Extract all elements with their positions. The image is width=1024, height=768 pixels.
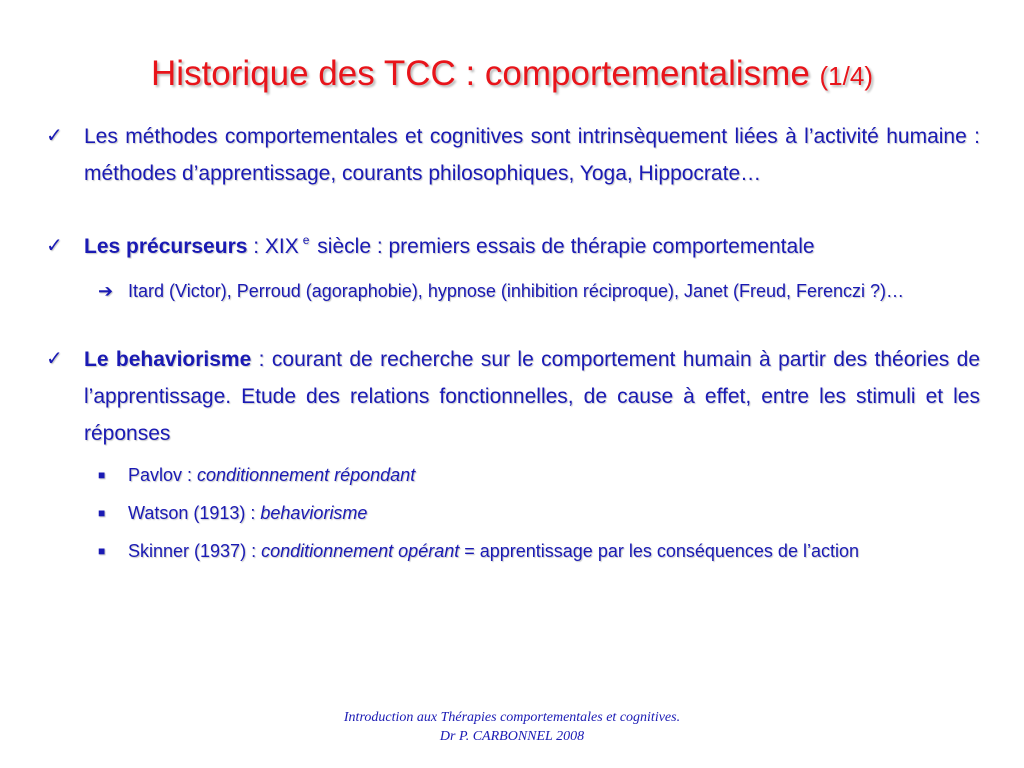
sub-bullet-term: conditionnement répondant bbox=[197, 465, 416, 485]
bullet-text: : XIX bbox=[247, 235, 299, 258]
sub-bullet-term: conditionnement opérant bbox=[261, 541, 460, 561]
superscript-e: e bbox=[302, 233, 310, 247]
title-page-indicator: (1/4) bbox=[819, 61, 873, 91]
sub-bullet-itard bbox=[84, 275, 980, 307]
slide-footer bbox=[0, 708, 1024, 746]
bullet-text: : courant de recherche sur le comportement humain à partir des théories de l’apprentissage. Etude des relations fonctionnelles, de cause à effet, entre les stimuli et les réponses bbox=[84, 348, 980, 445]
bullet-methodes bbox=[46, 118, 980, 192]
sub-bullet-label: Skinner (1937) : bbox=[128, 541, 262, 561]
slide-body bbox=[46, 118, 980, 567]
checkmark-icon: ✓ bbox=[46, 125, 63, 147]
bullet-text: Les méthodes comportementales et cognitives sont intrinsèquement liées à l’activité humaine : méthodes d’apprentissage, courants philosophiques, Yoga, Hippocrate… bbox=[84, 125, 980, 185]
sub-bullet-text: Itard (Victor), Perroud (agoraphobie), hypnose (inhibition réciproque), Janet (Freud, Ferenczi ?)… bbox=[128, 281, 905, 301]
footer-line-2: Dr P. CARBONNEL 2008 bbox=[439, 729, 585, 744]
checkmark-icon: ✓ bbox=[46, 235, 63, 257]
title-main: Historique des TCC : comportementalisme bbox=[151, 54, 810, 93]
sub-bullet-pavlov bbox=[84, 459, 980, 491]
bullet-heading: Le behaviorisme bbox=[84, 348, 252, 371]
bullet-text-cont: siècle : premiers essais de thérapie comportementale bbox=[311, 235, 815, 258]
slide-title bbox=[0, 52, 1024, 98]
square-bullet-icon: ■ bbox=[98, 506, 106, 520]
footer-line-1: Introduction aux Thérapies comportementales et cognitives. bbox=[343, 710, 681, 725]
sub-bullet-rest: = apprentissage par les conséquences de l’action bbox=[459, 541, 859, 561]
sub-bullet-term: behaviorisme bbox=[260, 503, 368, 523]
square-bullet-icon: ■ bbox=[98, 544, 106, 558]
sub-bullet-skinner bbox=[84, 535, 980, 567]
sub-bullet-label: Pavlov : bbox=[128, 465, 198, 485]
bullet-heading: Les précurseurs bbox=[84, 235, 248, 258]
bullet-behaviorisme bbox=[46, 341, 980, 452]
bullet-precurseurs bbox=[46, 228, 980, 268]
square-bullet-icon: ■ bbox=[98, 468, 106, 482]
sub-bullet-watson bbox=[84, 497, 980, 529]
checkmark-icon: ✓ bbox=[46, 348, 63, 370]
sub-bullet-label: Watson (1913) : bbox=[128, 503, 261, 523]
arrow-right-icon: ➔ bbox=[98, 281, 114, 301]
